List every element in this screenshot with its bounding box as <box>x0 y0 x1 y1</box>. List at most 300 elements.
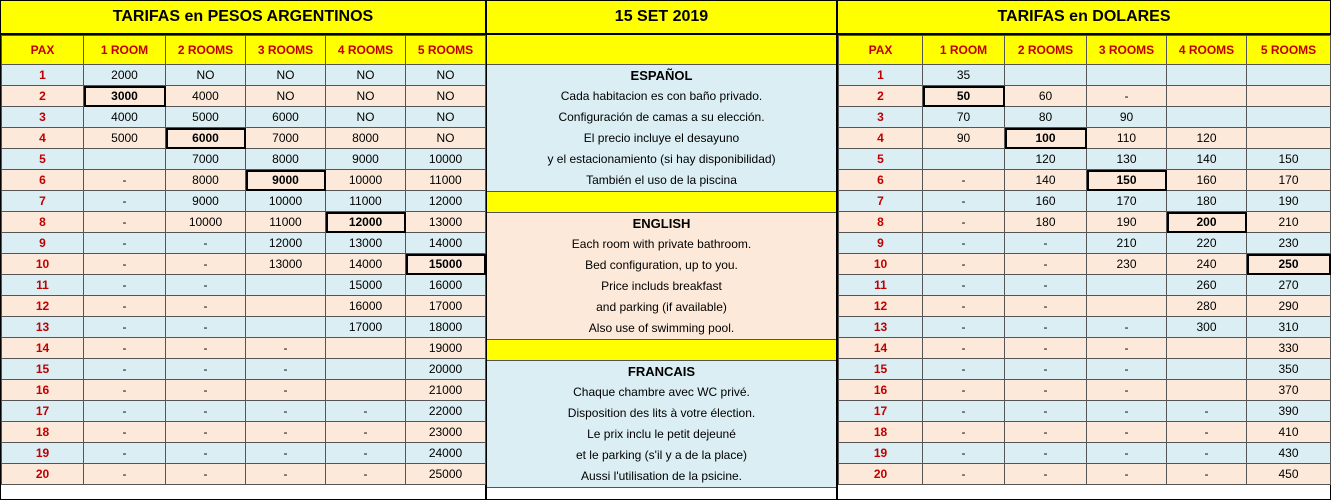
table-row <box>839 65 1331 86</box>
rate-cell: 190 <box>1087 212 1167 233</box>
rate-cell: - <box>166 401 246 422</box>
table-row <box>839 107 1331 128</box>
table-row <box>839 86 1331 107</box>
rate-cell <box>1167 86 1247 107</box>
section-heading: FRANCAIS <box>627 364 696 379</box>
rate-cell: - <box>246 464 326 485</box>
rate-cell: 350 <box>1247 359 1331 380</box>
rate-cell: - <box>326 464 406 485</box>
pax-cell: 19 <box>2 443 84 464</box>
rate-cell: - <box>166 443 246 464</box>
rate-cell: - <box>246 401 326 422</box>
rate-cell: 23000 <box>406 422 486 443</box>
rate-cell: 9000 <box>166 191 246 212</box>
rate-cell: - <box>246 422 326 443</box>
rate-cell: 170 <box>1247 170 1331 191</box>
rate-cell: - <box>1005 359 1087 380</box>
rate-cell: 390 <box>1247 401 1331 422</box>
rate-cell: 18000 <box>406 317 486 338</box>
pax-cell: 5 <box>839 149 923 170</box>
rate-cell: - <box>1005 275 1087 296</box>
col-header-2-rooms: 2 ROOMS <box>1005 36 1087 65</box>
rate-cell: - <box>923 359 1005 380</box>
rate-cell: - <box>1087 317 1167 338</box>
rate-cell: 190 <box>1247 191 1331 212</box>
info-line: Each room with private bathroom. <box>571 237 752 251</box>
rate-cell: - <box>923 212 1005 233</box>
table-row <box>2 65 486 86</box>
table-row <box>2 86 486 107</box>
rate-cell: 17000 <box>326 317 406 338</box>
rate-cell: 130 <box>1087 149 1167 170</box>
pax-cell: 10 <box>839 254 923 275</box>
table-row <box>2 128 486 149</box>
rate-cell: 310 <box>1247 317 1331 338</box>
rate-cell <box>326 380 406 401</box>
rate-cell <box>246 296 326 317</box>
rate-cell: - <box>84 338 166 359</box>
rate-cell: - <box>1005 296 1087 317</box>
pax-cell: 13 <box>2 317 84 338</box>
rate-cell: 160 <box>1005 191 1087 212</box>
table-row <box>2 191 486 212</box>
rate-cell: - <box>1005 254 1087 275</box>
table-row <box>2 212 486 233</box>
rate-cell: - <box>84 212 166 233</box>
table-row <box>2 149 486 170</box>
rate-cell: 3000 <box>84 86 166 107</box>
rate-cell: - <box>326 422 406 443</box>
rate-cell: - <box>84 359 166 380</box>
rate-cell: - <box>1167 443 1247 464</box>
rate-cell: 250 <box>1247 254 1331 275</box>
rate-cell <box>1167 338 1247 359</box>
col-header-1-room: 1 ROOM <box>923 36 1005 65</box>
rate-cell: - <box>1005 401 1087 422</box>
pax-cell: 17 <box>2 401 84 422</box>
dollars-rates-panel <box>837 0 1331 500</box>
rate-cell: - <box>84 380 166 401</box>
rate-cell: 13000 <box>406 212 486 233</box>
rate-cell: 15000 <box>326 275 406 296</box>
rate-cell: - <box>84 443 166 464</box>
rate-cell: 14000 <box>406 233 486 254</box>
rate-cell: 8000 <box>326 128 406 149</box>
rate-cell: - <box>166 233 246 254</box>
rate-cell: 300 <box>1167 317 1247 338</box>
rate-cell: - <box>246 338 326 359</box>
pax-cell: 16 <box>839 380 923 401</box>
rate-cell: 450 <box>1247 464 1331 485</box>
table-row <box>2 296 486 317</box>
table-row <box>2 254 486 275</box>
rate-cell: 20000 <box>406 359 486 380</box>
rate-cell: - <box>923 170 1005 191</box>
rate-cell: - <box>84 191 166 212</box>
section-heading: ENGLISH <box>632 216 691 231</box>
rate-cell: 160 <box>1167 170 1247 191</box>
rate-cell: - <box>84 422 166 443</box>
rate-cell: 240 <box>1167 254 1247 275</box>
info-panel <box>486 0 837 500</box>
rate-cell: - <box>166 254 246 275</box>
pax-cell: 12 <box>2 296 84 317</box>
table-row <box>839 170 1331 191</box>
rate-cell: - <box>84 254 166 275</box>
rate-cell: - <box>166 338 246 359</box>
rate-cell <box>1167 65 1247 86</box>
rate-cell: - <box>1167 464 1247 485</box>
pax-cell: 12 <box>839 296 923 317</box>
col-header-1-room: 1 ROOM <box>84 36 166 65</box>
rate-cell: 11000 <box>326 191 406 212</box>
date-title: 15 SET 2019 <box>487 1 836 35</box>
rate-cell: 8000 <box>246 149 326 170</box>
rate-cell: - <box>923 275 1005 296</box>
rate-cell: - <box>84 317 166 338</box>
rate-cell <box>1167 359 1247 380</box>
rate-cell: 140 <box>1005 170 1087 191</box>
rate-cell: - <box>1005 464 1087 485</box>
rate-cell: 280 <box>1167 296 1247 317</box>
section-francais <box>487 361 836 488</box>
rate-cell: 210 <box>1247 212 1331 233</box>
info-line: Aussi l'utilisation de la psicine. <box>580 469 743 483</box>
info-line: El precio incluye el desayuno <box>583 131 740 145</box>
rate-cell: 120 <box>1167 128 1247 149</box>
pax-cell: 14 <box>839 338 923 359</box>
pax-cell: 9 <box>839 233 923 254</box>
pax-cell: 3 <box>2 107 84 128</box>
table-row <box>2 464 486 485</box>
info-line: y el estacionamiento (si hay disponibilidad) <box>547 152 776 166</box>
rate-cell <box>246 317 326 338</box>
pax-cell: 16 <box>2 380 84 401</box>
pax-cell: 10 <box>2 254 84 275</box>
pax-cell: 7 <box>839 191 923 212</box>
table-row <box>2 338 486 359</box>
rate-cell: 90 <box>1087 107 1167 128</box>
rate-cell: 330 <box>1247 338 1331 359</box>
rate-cell: 24000 <box>406 443 486 464</box>
rate-cell: - <box>166 464 246 485</box>
rate-cell: - <box>923 317 1005 338</box>
pax-cell: 2 <box>839 86 923 107</box>
rate-cell: NO <box>406 128 486 149</box>
pesos-rates-panel <box>0 0 486 500</box>
table-row <box>839 254 1331 275</box>
rate-cell: 260 <box>1167 275 1247 296</box>
rate-cell: - <box>1167 422 1247 443</box>
separator-bar <box>487 340 836 361</box>
rate-cell: - <box>166 380 246 401</box>
rate-cell: NO <box>326 107 406 128</box>
table-row <box>839 233 1331 254</box>
pax-cell: 6 <box>839 170 923 191</box>
rate-cell: - <box>923 464 1005 485</box>
table-row <box>2 380 486 401</box>
rate-cell: 16000 <box>326 296 406 317</box>
rate-cell: - <box>84 275 166 296</box>
rate-cell: - <box>923 338 1005 359</box>
rate-cell: NO <box>326 86 406 107</box>
rate-cell: - <box>84 170 166 191</box>
rate-cell: NO <box>406 86 486 107</box>
rate-cell: - <box>1087 86 1167 107</box>
rate-cell: - <box>166 275 246 296</box>
rate-cell <box>1087 65 1167 86</box>
rate-cell: - <box>326 401 406 422</box>
pax-cell: 13 <box>839 317 923 338</box>
table-row <box>839 191 1331 212</box>
rate-cell: - <box>923 443 1005 464</box>
rate-cell: - <box>923 296 1005 317</box>
pax-cell: 7 <box>2 191 84 212</box>
rate-cell: - <box>1167 401 1247 422</box>
pax-cell: 17 <box>839 401 923 422</box>
rate-cell: 230 <box>1087 254 1167 275</box>
rate-cell: NO <box>406 107 486 128</box>
info-line: Bed configuration, up to you. <box>585 258 738 272</box>
rate-cell <box>1087 275 1167 296</box>
table-row <box>2 422 486 443</box>
rate-cell: 370 <box>1247 380 1331 401</box>
rate-cell <box>1247 128 1331 149</box>
rate-cell: 19000 <box>406 338 486 359</box>
rate-cell: 8000 <box>166 170 246 191</box>
rate-cell: 140 <box>1167 149 1247 170</box>
rate-cell: 12000 <box>406 191 486 212</box>
rate-cell: 180 <box>1005 212 1087 233</box>
rate-cell: - <box>84 464 166 485</box>
col-header-3-rooms: 3 ROOMS <box>1087 36 1167 65</box>
rate-cell: 7000 <box>166 149 246 170</box>
rate-cell: - <box>1005 443 1087 464</box>
pax-cell: 1 <box>839 65 923 86</box>
rate-cell <box>84 149 166 170</box>
pax-cell: 8 <box>839 212 923 233</box>
info-line: et le parking (s'il y a de la place) <box>575 448 748 462</box>
rate-cell: - <box>923 380 1005 401</box>
rate-cell: 90 <box>923 128 1005 149</box>
rate-cell: 15000 <box>406 254 486 275</box>
rate-cell: - <box>84 296 166 317</box>
rate-cell: 12000 <box>246 233 326 254</box>
rate-cell: NO <box>246 86 326 107</box>
pesos-header-row <box>2 36 486 65</box>
pax-cell: 15 <box>839 359 923 380</box>
rate-cell: 10000 <box>406 149 486 170</box>
info-line: Configuración de camas a su elección. <box>558 110 765 124</box>
rate-cell <box>246 275 326 296</box>
dollars-header-row <box>839 36 1331 65</box>
pesos-rates-table <box>1 35 486 485</box>
rate-cell: 50 <box>923 86 1005 107</box>
rate-cell: 180 <box>1167 191 1247 212</box>
pax-cell: 11 <box>2 275 84 296</box>
rate-cell: - <box>166 422 246 443</box>
rate-cell: 9000 <box>246 170 326 191</box>
rate-cell <box>1247 65 1331 86</box>
pax-cell: 6 <box>2 170 84 191</box>
rate-cell: - <box>923 191 1005 212</box>
table-row <box>839 317 1331 338</box>
rate-cell: 150 <box>1087 170 1167 191</box>
rate-cell: 7000 <box>246 128 326 149</box>
rate-cell: 14000 <box>326 254 406 275</box>
table-row <box>839 443 1331 464</box>
col-header-4-rooms: 4 ROOMS <box>1167 36 1247 65</box>
table-row <box>2 275 486 296</box>
pax-cell: 20 <box>839 464 923 485</box>
rate-cell: 110 <box>1087 128 1167 149</box>
rate-cell: 10000 <box>246 191 326 212</box>
pesos-title: TARIFAS en PESOS ARGENTINOS <box>1 1 485 35</box>
rate-cell <box>1247 107 1331 128</box>
rate-cell: NO <box>166 65 246 86</box>
info-line: También el uso de la piscina <box>586 173 737 187</box>
rate-cell: NO <box>246 65 326 86</box>
rate-cell: 4000 <box>166 86 246 107</box>
rate-cell: 220 <box>1167 233 1247 254</box>
rate-cell: - <box>1087 443 1167 464</box>
rate-cell: - <box>246 443 326 464</box>
rate-cell: - <box>1087 422 1167 443</box>
rate-cell: 290 <box>1247 296 1331 317</box>
info-line: and parking (if available) <box>596 300 727 314</box>
rate-cell: 6000 <box>246 107 326 128</box>
col-header-3-rooms: 3 ROOMS <box>246 36 326 65</box>
rate-cell: 13000 <box>326 233 406 254</box>
table-row <box>839 338 1331 359</box>
pax-cell: 18 <box>2 422 84 443</box>
section-espanol <box>487 65 836 192</box>
rate-cell: 4000 <box>84 107 166 128</box>
rate-cell: 6000 <box>166 128 246 149</box>
col-header-pax: PAX <box>2 36 84 65</box>
rate-cell: 230 <box>1247 233 1331 254</box>
info-header-bar <box>487 35 836 65</box>
pax-cell: 4 <box>839 128 923 149</box>
rate-cell: 170 <box>1087 191 1167 212</box>
rate-cell: - <box>1005 338 1087 359</box>
rate-cell: - <box>1005 233 1087 254</box>
col-header-2-rooms: 2 ROOMS <box>166 36 246 65</box>
rate-cell: 22000 <box>406 401 486 422</box>
col-header-5-rooms: 5 ROOMS <box>1247 36 1331 65</box>
rate-cell: - <box>166 317 246 338</box>
rate-cell: - <box>1087 380 1167 401</box>
info-line: Cada habitacion es con baño privado. <box>560 89 763 103</box>
rate-cell: - <box>1005 317 1087 338</box>
table-row <box>839 128 1331 149</box>
rate-cell: - <box>923 401 1005 422</box>
rate-cell: 2000 <box>84 65 166 86</box>
rate-cell: - <box>166 359 246 380</box>
pax-cell: 18 <box>839 422 923 443</box>
table-row <box>839 275 1331 296</box>
pax-cell: 20 <box>2 464 84 485</box>
separator-bar <box>487 192 836 213</box>
rate-cell: 120 <box>1005 149 1087 170</box>
rate-cell: - <box>246 359 326 380</box>
rate-cell: - <box>1087 401 1167 422</box>
pax-cell: 9 <box>2 233 84 254</box>
table-row <box>2 107 486 128</box>
rate-cell: 10000 <box>166 212 246 233</box>
table-row <box>839 422 1331 443</box>
rate-cell: 60 <box>1005 86 1087 107</box>
rate-cell: 410 <box>1247 422 1331 443</box>
rate-cell: 80 <box>1005 107 1087 128</box>
table-row <box>839 296 1331 317</box>
table-row <box>2 359 486 380</box>
table-row <box>2 170 486 191</box>
table-row <box>839 464 1331 485</box>
rate-cell: 11000 <box>406 170 486 191</box>
pax-cell: 2 <box>2 86 84 107</box>
rate-cell <box>1167 107 1247 128</box>
pax-cell: 4 <box>2 128 84 149</box>
rate-cell: 210 <box>1087 233 1167 254</box>
rate-cell <box>326 338 406 359</box>
rate-cell: - <box>1087 338 1167 359</box>
col-header-pax: PAX <box>839 36 923 65</box>
rate-cell: 9000 <box>326 149 406 170</box>
rate-cell: 5000 <box>166 107 246 128</box>
section-heading: ESPAÑOL <box>630 68 693 83</box>
rate-cell: 11000 <box>246 212 326 233</box>
rate-cell: - <box>84 233 166 254</box>
rate-cell: 35 <box>923 65 1005 86</box>
rate-cell <box>326 359 406 380</box>
rate-cell: 13000 <box>246 254 326 275</box>
rate-cell: - <box>1087 464 1167 485</box>
rate-cell: 100 <box>1005 128 1087 149</box>
rate-cell: 16000 <box>406 275 486 296</box>
rate-cell: - <box>923 254 1005 275</box>
table-row <box>2 317 486 338</box>
info-line: Disposition des lits à votre élection. <box>567 406 756 420</box>
rate-cell: NO <box>406 65 486 86</box>
info-line: Le prix inclu le petit dejeuné <box>587 427 736 441</box>
col-header-5-rooms: 5 ROOMS <box>406 36 486 65</box>
rate-cell: 12000 <box>326 212 406 233</box>
table-row <box>839 212 1331 233</box>
table-row <box>839 380 1331 401</box>
info-line: Price includs breakfast <box>601 279 722 293</box>
rate-cell: - <box>1005 380 1087 401</box>
pax-cell: 19 <box>839 443 923 464</box>
rate-cell: 10000 <box>326 170 406 191</box>
pax-cell: 5 <box>2 149 84 170</box>
rate-cell: 150 <box>1247 149 1331 170</box>
rate-cell: NO <box>326 65 406 86</box>
rate-cell: - <box>166 296 246 317</box>
rate-cell: 200 <box>1167 212 1247 233</box>
rate-cell: 17000 <box>406 296 486 317</box>
table-row <box>2 401 486 422</box>
table-row <box>839 149 1331 170</box>
pax-cell: 11 <box>839 275 923 296</box>
pax-cell: 15 <box>2 359 84 380</box>
rate-cell: - <box>923 233 1005 254</box>
dollars-title: TARIFAS en DOLARES <box>838 1 1330 35</box>
table-row <box>839 401 1331 422</box>
rate-cell: - <box>326 443 406 464</box>
table-row <box>2 443 486 464</box>
rate-cell <box>923 149 1005 170</box>
